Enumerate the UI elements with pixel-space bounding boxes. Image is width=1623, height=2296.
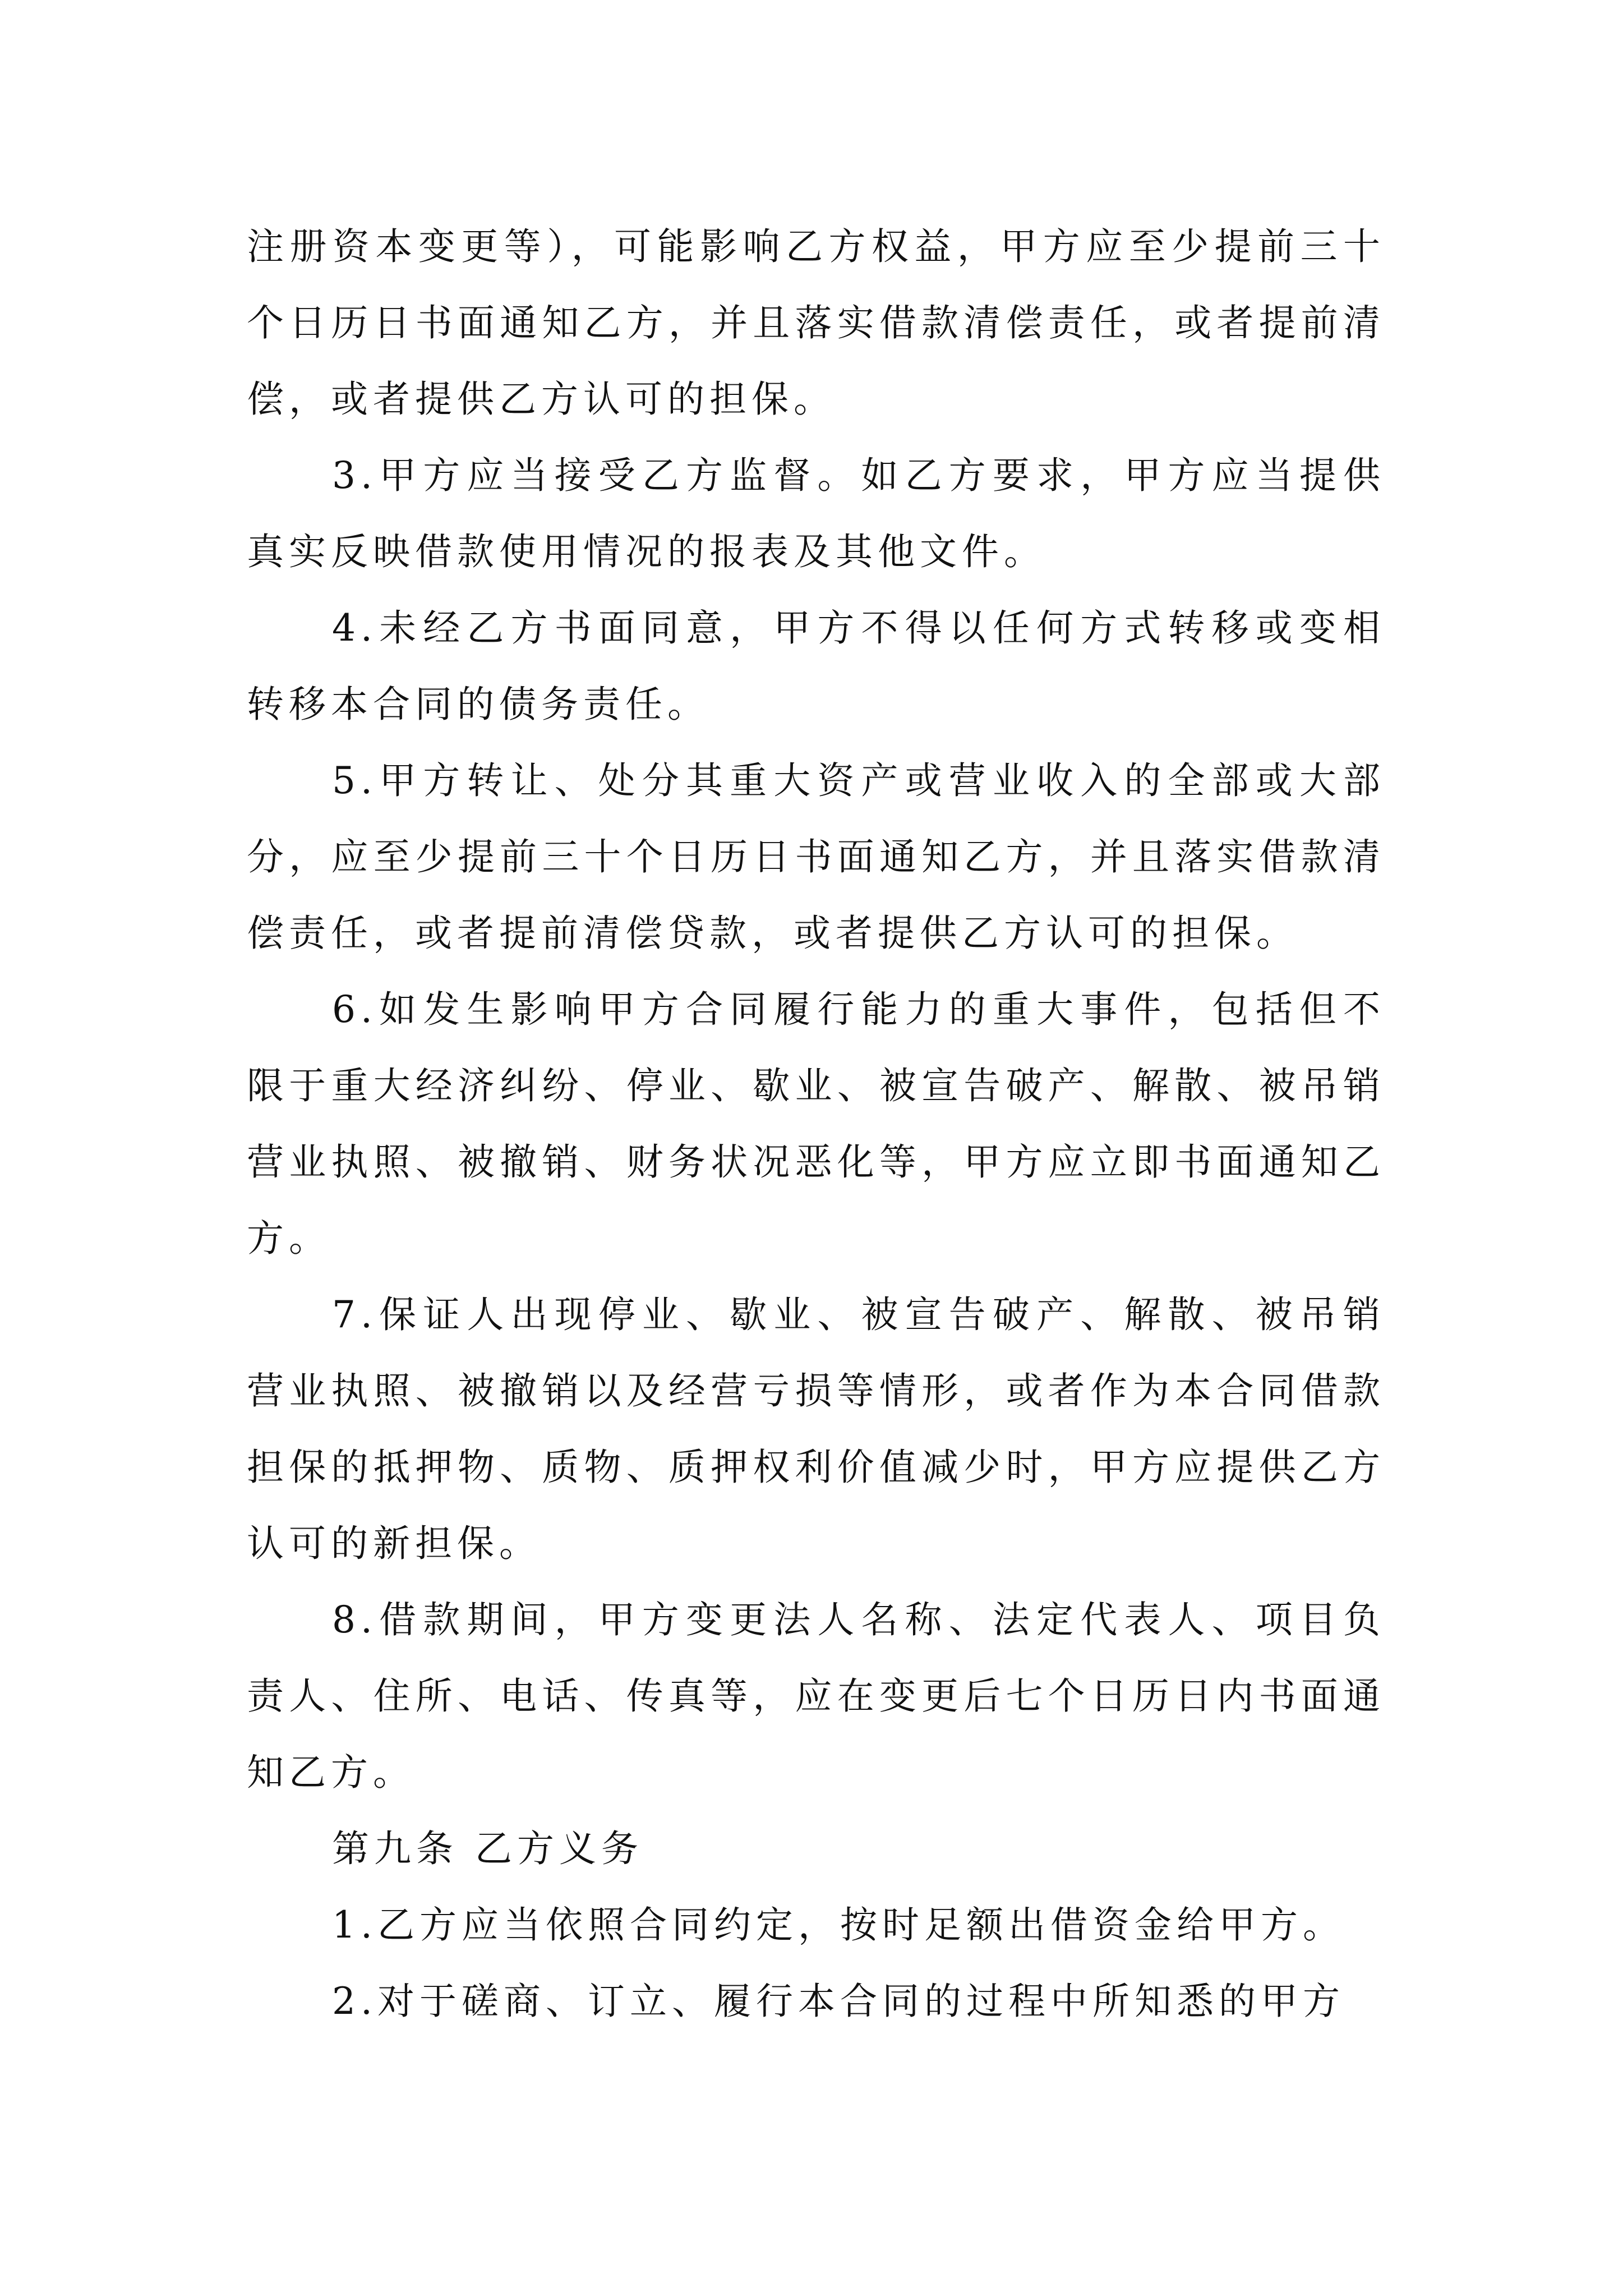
- article-9-clause-2: 2.对于磋商、订立、履行本合同的过程中所知悉的甲方: [332, 1980, 1345, 2023]
- clause-6: 6.如发生影响甲方合同履行能力的重大事件，包括但不限于重大经济纠纷、停业、歇业、被宣告破产、解散、被吊销营业执照、被撤销、财务状况恶化等，甲方应立即书面通知乙方。: [247, 988, 1385, 1260]
- paragraph-continuation: 注册资本变更等），可能影响乙方权益，甲方应至少提前三十个日历日书面通知乙方，并且落实借款清偿责任，或者提前清偿，或者提供乙方认可的担保。: [247, 225, 1385, 421]
- document-body: [247, 209, 1385, 2040]
- clause-3: 3.甲方应当接受乙方监督。如乙方要求，甲方应当提供真实反映借款使用情况的报表及其他文件。: [247, 454, 1385, 573]
- article-9-clause-1: 1.乙方应当依照合同约定，按时足额出借资金给甲方。: [332, 1903, 1345, 1947]
- clause-4: 4.未经乙方书面同意，甲方不得以任何方式转移或变相转移本合同的债务责任。: [247, 606, 1385, 726]
- article-9-heading: 第九条 乙方义务: [332, 1827, 643, 1870]
- clause-8: 8.借款期间，甲方变更法人名称、法定代表人、项目负责人、住所、电话、传真等，应在变更后七个日历日内书面通知乙方。: [247, 1598, 1385, 1794]
- clause-5: 5.甲方转让、处分其重大资产或营业收入的全部或大部分，应至少提前三十个日历日书面通知乙方，并且落实借款清偿责任，或者提前清偿贷款，或者提供乙方认可的担保。: [247, 759, 1385, 955]
- clause-7: 7.保证人出现停业、歇业、被宣告破产、解散、被吊销营业执照、被撤销以及经营亏损等情形，或者作为本合同借款担保的抵押物、质物、质押权利价值减少时，甲方应提供乙方认可的新担保。: [247, 1293, 1385, 1565]
